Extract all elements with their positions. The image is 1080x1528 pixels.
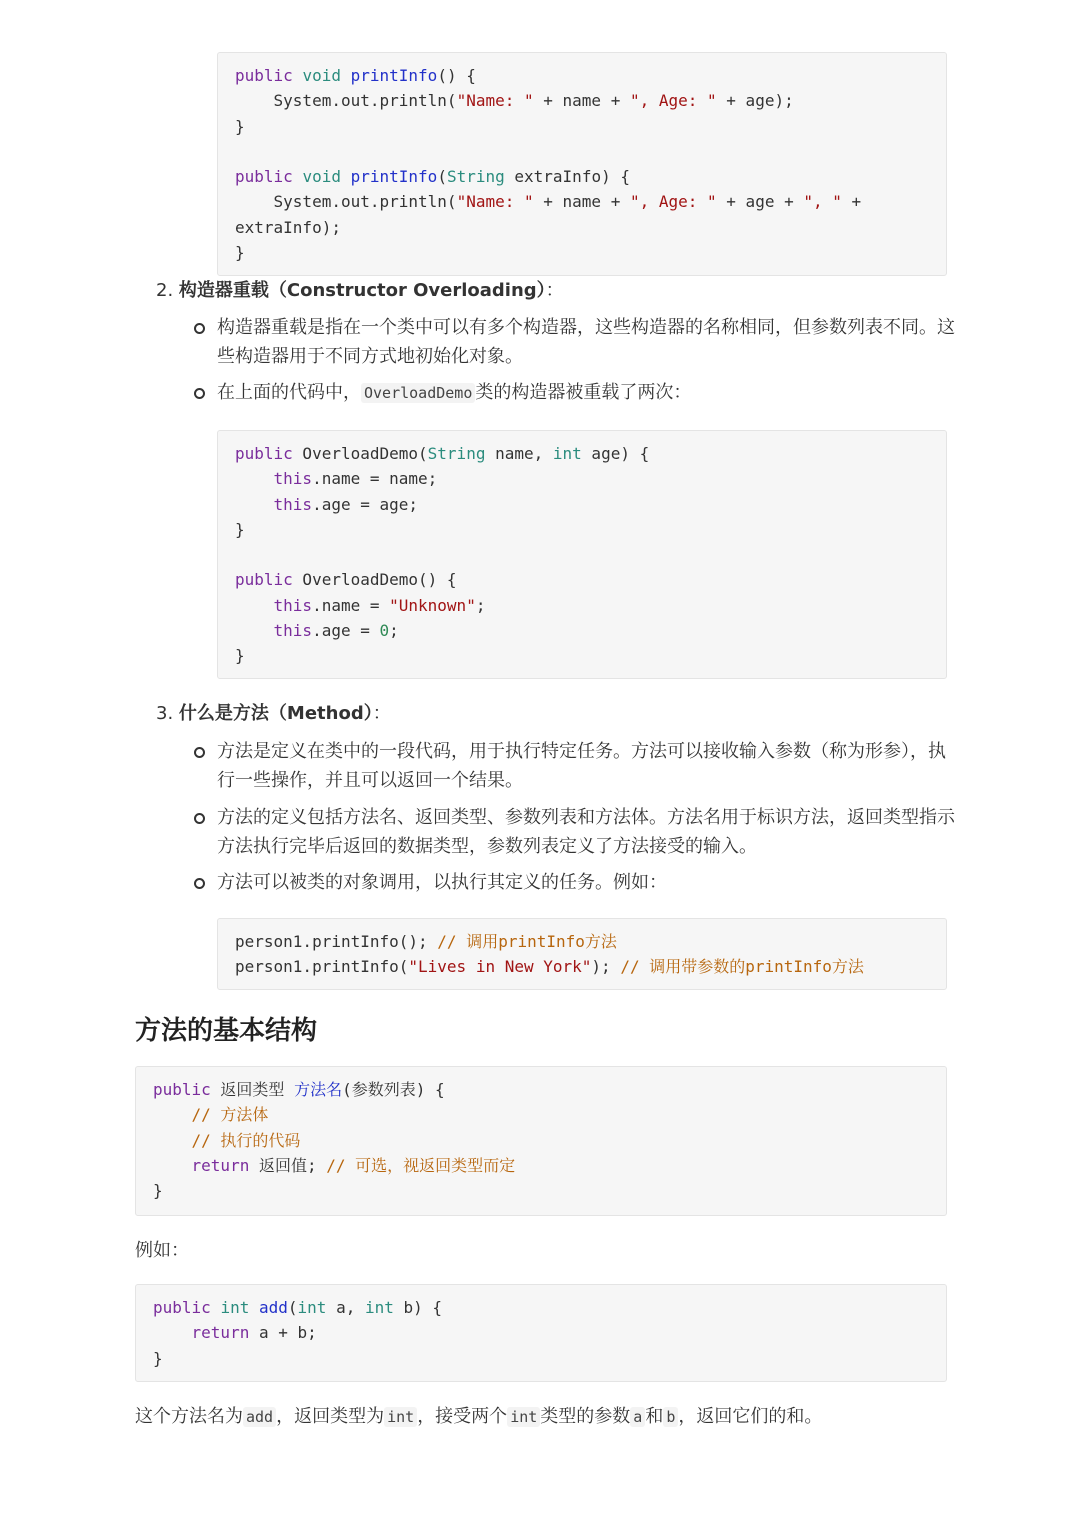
code-token: "Unknown" (389, 595, 476, 615)
code-line (235, 492, 929, 517)
code-token: int (220, 1298, 250, 1317)
bullet-icon (194, 747, 205, 758)
code-token: (参数列表) { (342, 1080, 445, 1099)
code-token: + age + (716, 192, 804, 212)
bullet-line: 方法是定义在类中的一段代码，用于执行特定任务。方法可以接收输入参数（称为形参），执 (217, 741, 946, 762)
code-line (235, 114, 929, 139)
bullet-text (217, 313, 955, 371)
bullet-line: 行一些操作，并且可以返回一个结果。 (217, 770, 523, 791)
code-token: printInfo (350, 66, 438, 85)
bullet-text-part: 类的构造器被重载了两次： (475, 382, 692, 403)
code-token: OverloadDemo( (292, 444, 428, 463)
item-suffix: ： (372, 703, 391, 724)
code-token (293, 66, 303, 85)
list-item-method (156, 700, 391, 728)
code-block-constructors (217, 430, 947, 679)
code-line (235, 88, 929, 113)
code-line (153, 1128, 929, 1153)
code-line (153, 1077, 929, 1102)
code-token: printInfo (350, 167, 438, 187)
list-item-constructor-overloading (156, 277, 564, 305)
code-token: ", Age: " (629, 91, 717, 111)
bullet-icon (194, 388, 205, 399)
code-token: .name = name; (312, 469, 438, 489)
code-line (235, 139, 929, 164)
code-token: int (552, 444, 582, 463)
code-token: .age = age; (312, 494, 419, 514)
code-token: return (191, 1323, 250, 1343)
list-number: 3. (156, 703, 174, 724)
code-token: OverloadDemo() { (292, 570, 457, 590)
code-token: System.out.println( (235, 91, 457, 111)
code-block-print-info (217, 52, 947, 276)
code-token: ; (475, 595, 486, 615)
code-token: void (302, 167, 341, 187)
code-token (153, 1323, 192, 1342)
code-token: System.out.println( (235, 192, 457, 212)
summary-text: ，返回类型为 (276, 1406, 385, 1427)
code-token: 返回值; (249, 1155, 327, 1175)
code-token: public (235, 66, 293, 85)
code-token: person1.printInfo( (235, 957, 409, 977)
code-token: add (258, 1298, 288, 1317)
code-token: + name + (533, 192, 630, 212)
code-token: person1.printInfo(); (235, 932, 438, 951)
code-line (235, 240, 929, 265)
code-token (293, 167, 303, 186)
code-token: 方法名 (294, 1080, 343, 1099)
code-line (235, 441, 929, 466)
inline-code: int (384, 1407, 417, 1427)
bullet-text (217, 803, 955, 861)
code-line (235, 954, 929, 979)
code-token: ( (287, 1298, 298, 1317)
code-line (153, 1295, 929, 1320)
code-token: "Lives in New York" (408, 957, 592, 977)
code-line (153, 1102, 929, 1127)
bullet-line: 方法的定义包括方法名、返回类型、参数列表和方法体。方法名用于标识方法，返回类型指示 (217, 807, 955, 828)
code-line (235, 643, 929, 668)
section-heading: 方法的基本结构 (135, 1016, 318, 1046)
code-token: this (273, 469, 313, 489)
code-token: a + b; (249, 1323, 317, 1343)
code-token (153, 1105, 192, 1124)
code-line (235, 593, 929, 618)
inline-code: int (507, 1407, 540, 1427)
code-token: // 执行的代码 (191, 1130, 301, 1150)
summary-text: ，返回它们的和。 (678, 1406, 823, 1427)
code-token: String (446, 167, 505, 187)
code-line (235, 929, 929, 954)
code-token: + (841, 192, 862, 212)
code-token: public (153, 1080, 211, 1099)
code-token (235, 621, 274, 640)
code-token: ", " (803, 192, 842, 212)
code-token: String (427, 444, 486, 463)
bullet-icon (194, 813, 205, 824)
bullet-text (217, 868, 667, 897)
inline-code: add (243, 1407, 276, 1427)
code-token: extraInfo); (235, 217, 341, 237)
code-token: } (153, 1181, 163, 1201)
code-token: 0 (379, 621, 390, 641)
code-token: } (235, 243, 245, 263)
item-title: 什么是方法（Method） (178, 703, 373, 724)
code-token: void (302, 66, 341, 85)
code-line (235, 215, 929, 240)
bullet-icon (194, 323, 205, 334)
code-token: } (235, 519, 245, 539)
code-token: ", Age: " (629, 192, 717, 212)
example-label: 例如： (135, 1240, 189, 1261)
summary-text: 这个方法名为 (135, 1406, 243, 1427)
code-line (153, 1346, 929, 1371)
bullet-text (217, 737, 946, 795)
item-suffix: ： (545, 280, 564, 301)
code-token: int (364, 1298, 394, 1317)
code-token (153, 1131, 192, 1150)
code-token: "Name: " (456, 192, 534, 212)
code-token: a, (326, 1298, 365, 1317)
summary-text: 类型的参数 (540, 1406, 631, 1427)
code-token (235, 596, 274, 615)
code-token: } (235, 646, 245, 666)
code-token: age) { (581, 444, 650, 463)
code-line (235, 63, 929, 88)
code-line (153, 1320, 929, 1345)
code-block-method-call (217, 918, 947, 990)
code-token: public (235, 570, 293, 590)
code-token: this (273, 494, 313, 514)
inline-code: a (630, 1407, 645, 1427)
inline-code: b (663, 1407, 678, 1427)
code-line (153, 1153, 929, 1178)
code-block-method-structure (135, 1066, 947, 1216)
code-line (235, 164, 929, 189)
code-token (153, 1156, 192, 1175)
code-token (235, 495, 274, 514)
code-line (153, 1178, 929, 1203)
code-token (211, 1298, 221, 1317)
code-line (235, 618, 929, 643)
bullet-text (217, 378, 691, 408)
summary-text: 和 (645, 1406, 664, 1427)
bullet-line: 些构造器用于不同方式地初始化对象。 (217, 346, 523, 367)
code-block-add-method (135, 1284, 947, 1382)
inline-code: OverloadDemo (361, 383, 475, 403)
bullet-line: 方法可以被类的对象调用，以执行其定义的任务。例如： (217, 872, 667, 893)
code-token: b) { (393, 1298, 443, 1317)
code-line (235, 189, 929, 214)
code-token: ( (437, 167, 447, 187)
code-token: } (153, 1348, 163, 1368)
bullet-line: 构造器重载是指在一个类中可以有多个构造器，这些构造器的名称相同，但参数列表不同。这 (217, 317, 955, 338)
code-line (235, 567, 929, 592)
code-token: return (191, 1155, 250, 1175)
item-title: 构造器重载（Constructor Overloading） (178, 280, 546, 301)
code-token (341, 167, 351, 186)
code-line (235, 542, 929, 567)
code-token: int (297, 1298, 327, 1317)
summary-paragraph (135, 1402, 822, 1432)
code-token: this (273, 595, 313, 615)
code-token: name, (485, 444, 553, 463)
list-number: 2. (156, 280, 174, 301)
bullet-text-part: 在上面的代码中， (217, 382, 361, 403)
code-token (249, 1298, 259, 1317)
code-token: "Name: " (456, 91, 534, 111)
code-token: public (153, 1298, 211, 1317)
code-line (235, 466, 929, 491)
code-token: ; (389, 621, 399, 641)
code-token: .name = (312, 595, 390, 615)
code-token: 返回类型 (210, 1080, 295, 1099)
code-token: // 方法体 (191, 1105, 269, 1125)
bullet-line: 方法执行完毕后返回的数据类型，参数列表定义了方法接受的输入。 (217, 836, 757, 857)
code-token: extraInfo) { (504, 167, 630, 187)
code-token (341, 66, 351, 85)
code-token: // 调用printInfo方法 (437, 932, 617, 951)
code-token: + name + (533, 91, 630, 111)
code-token: + age); (716, 91, 794, 111)
summary-text: ，接受两个 (417, 1406, 508, 1427)
code-token: // 调用带参数的printInfo方法 (620, 957, 864, 977)
code-token: () { (437, 66, 476, 85)
code-token: } (235, 116, 245, 136)
code-token: ); (591, 957, 621, 977)
code-token: this (273, 621, 313, 641)
code-line (235, 517, 929, 542)
code-token: public (235, 444, 293, 463)
bullet-icon (194, 878, 205, 889)
code-token: .age = (312, 621, 380, 641)
code-token (235, 469, 274, 488)
code-token: // 可选，视返回类型而定 (326, 1155, 516, 1175)
code-token: public (235, 167, 293, 187)
